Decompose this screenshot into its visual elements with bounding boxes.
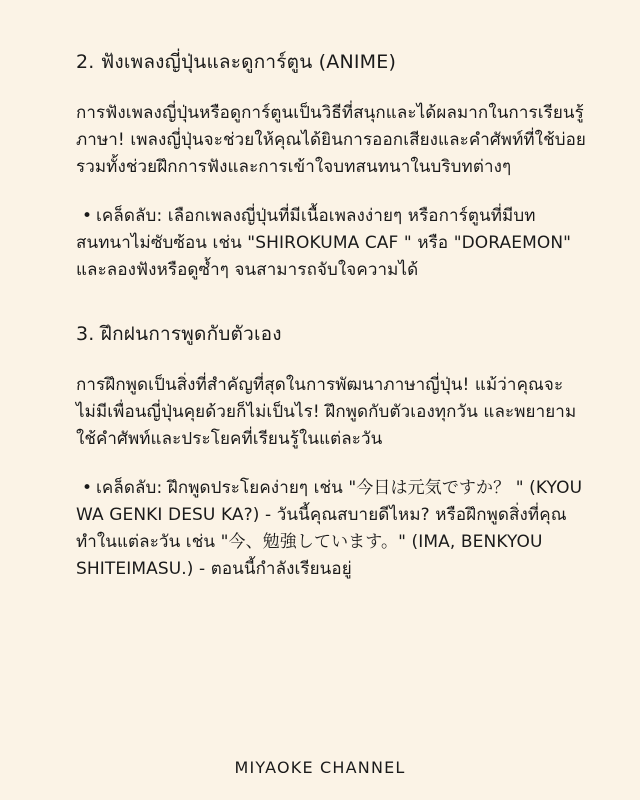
section-body-3: การฝึกพูดเป็นสิ่งที่สำคัญที่สุดในการพัฒนาภาษาญี่ปุ่น! แม้ว่าคุณจะไม่มีเพื่อนญี่ปุ่นคุยด้วยก็ไม่เป็นไร! ฝึกพูดกับตัวเองทุกวัน และพยายามใช้คำศัพท์และประโยคที่เรียนรู้ในแต่ละวัน	[76, 375, 577, 449]
section-tip-2	[76, 203, 586, 284]
content	[76, 48, 586, 609]
section-body-2: การฟังเพลงญี่ปุ่นหรือดูการ์ตูนเป็นวิธีที่สนุกและได้ผลมากในการเรียนรู้ภาษา! เพลงญี่ปุ่นจะช่วยให้คุณได้ยินการออกเสียงและคำศัพท์ที่ใช้บ่อย รวมทั้งช่วยฝึกการฟังและการเข้าใจบทสนทนาในบริบทต่างๆ	[76, 103, 586, 177]
channel-footer: MIYAOKE CHANNEL	[234, 758, 406, 777]
section-heading-3: 3. ฝึกฝนการพูดกับตัวเอง	[76, 323, 282, 345]
section-tip-3	[76, 475, 586, 583]
section-heading-2: 2. ฟังเพลงญี่ปุ่นและดูการ์ตูน (ANIME)	[76, 51, 397, 73]
tip-text: เคล็ดลับ: เลือกเพลงญี่ปุ่นที่มีเนื้อเพลงง่ายๆ หรือการ์ตูนที่มีบทสนทนาไม่ซับซ้อน เช่น "SHIROKUMA CAF " หรือ "DORAEMON" และลองฟังหรือดูซ้ำๆ จนสามารถจับใจความได้	[76, 206, 572, 280]
section-gap	[76, 310, 586, 320]
bullet-icon: •	[82, 478, 93, 498]
tip-text: เคล็ดลับ: ฝึกพูดประโยคง่ายๆ เช่น "今日は元気ですか？ " (KYOU WA GENKI DESU KA?) - วันนี้คุณสบายดีไหม? หรือฝึกพูดสิ่งที่คุณทำในแต่ละวัน เช่น "今、勉強しています。" (IMA, BENKYOU SHITEIMASU.) - ตอนนี้กำลังเรียนอยู่	[76, 478, 583, 579]
bullet-icon: •	[82, 206, 93, 226]
